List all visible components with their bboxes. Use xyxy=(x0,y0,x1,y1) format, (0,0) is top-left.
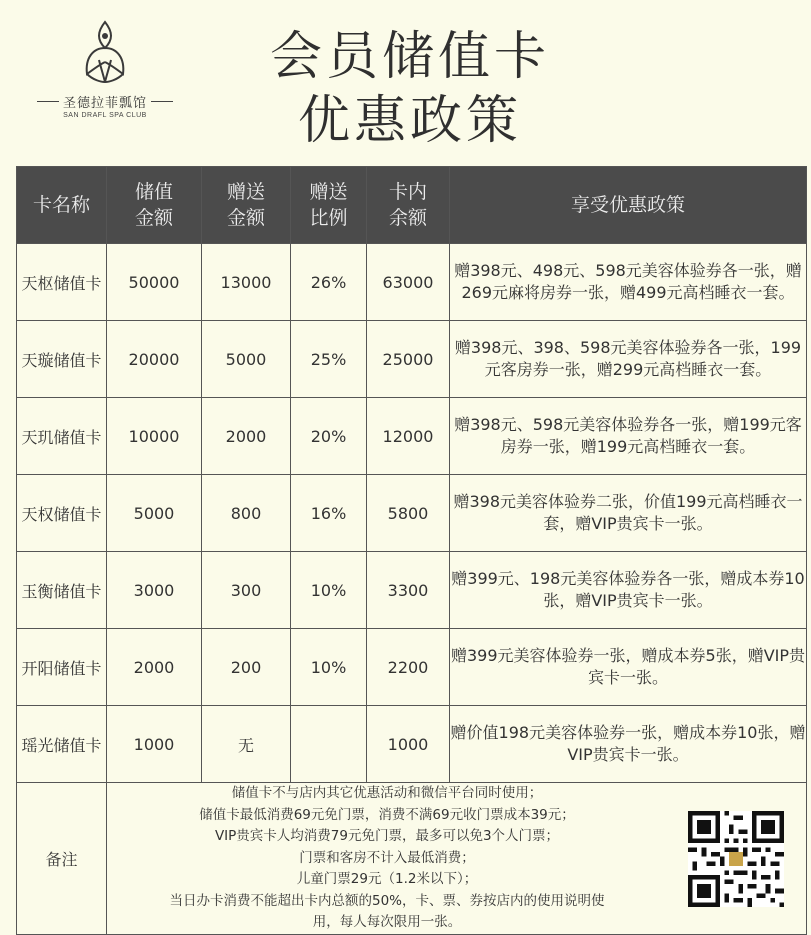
card-name: 天璇储值卡 xyxy=(17,321,107,398)
card-policy: 赠399元、198元美容体验券各一张，赠成本券10张，赠VIP贵宾卡一张。 xyxy=(450,552,807,629)
header-card-name: 卡名称 xyxy=(17,167,107,244)
club-subtitle: SAN DRAFL SPA CLUB xyxy=(63,112,147,119)
qr-code-icon xyxy=(688,811,784,907)
card-balance: 12000 xyxy=(367,398,450,475)
card-balance: 3300 xyxy=(367,552,450,629)
card-policy: 赠398元、598元美容体验券各一张，赠199元客房券一张，赠199元高档睡衣一套。 xyxy=(450,398,807,475)
remarks-text xyxy=(107,783,667,934)
card-bonus: 无 xyxy=(202,706,291,783)
card-bonus: 2000 xyxy=(202,398,291,475)
table-row xyxy=(17,398,807,475)
card-amount: 50000 xyxy=(107,244,202,321)
table-row xyxy=(17,321,807,398)
remark-line: 用，每人每次限用一张。 xyxy=(312,914,462,930)
table-row xyxy=(17,629,807,706)
card-amount: 2000 xyxy=(107,629,202,706)
card-amount: 10000 xyxy=(107,398,202,475)
remarks-body xyxy=(107,783,807,935)
remark-line: 当日办卡消费不能超出卡内总额的50%，卡、票、券按店内的使用说明使 xyxy=(169,892,605,909)
card-bonus: 800 xyxy=(202,475,291,552)
header-bonus: 赠送 金额 xyxy=(202,167,291,244)
card-name: 天玑储值卡 xyxy=(17,398,107,475)
club-logo xyxy=(30,18,180,128)
lotus-emblem-icon xyxy=(77,18,133,86)
card-amount: 1000 xyxy=(107,706,202,783)
header-policy: 享受优惠政策 xyxy=(450,167,807,244)
card-bonus: 5000 xyxy=(202,321,291,398)
card-balance: 63000 xyxy=(367,244,450,321)
page-title-line-1: 会员储值卡 xyxy=(269,27,550,87)
card-policy: 赠398元、398、598元美容体验券各一张，199元客房券一张，赠299元高档睡衣一套。 xyxy=(450,321,807,398)
card-ratio: 16% xyxy=(291,475,367,552)
card-balance: 5800 xyxy=(367,475,450,552)
card-amount: 20000 xyxy=(107,321,202,398)
remarks-row xyxy=(17,783,807,935)
header-amount: 储值 金额 xyxy=(107,167,202,244)
remark-line: VIP贵宾卡人均消费79元免门票，最多可以免3个人门票； xyxy=(214,828,560,844)
card-policy: 赠398元、498元、598元美容体验券各一张，赠269元麻将房券一张，赠499元高档睡衣一套。 xyxy=(450,244,807,321)
remark-line: 储值卡不与店内其它优惠活动和微信平台同时使用； xyxy=(231,785,543,801)
remark-line: 门票和客房不计入最低消费； xyxy=(299,849,475,866)
remark-line: 儿童门票29元（1.2米以下）； xyxy=(296,871,478,887)
card-ratio: 10% xyxy=(291,552,367,629)
header-balance: 卡内 余额 xyxy=(367,167,450,244)
card-ratio: 20% xyxy=(291,398,367,475)
remarks-label: 备注 xyxy=(17,783,107,935)
card-ratio xyxy=(291,706,367,783)
remark-line: 储值卡最低消费69元免门票，消费不满69元收门票成本39元； xyxy=(199,806,575,823)
card-name: 天枢储值卡 xyxy=(17,244,107,321)
page-title-line-2: 优惠政策 xyxy=(297,91,522,151)
card-name: 玉衡储值卡 xyxy=(17,552,107,629)
card-amount: 3000 xyxy=(107,552,202,629)
table-header-row xyxy=(17,167,807,244)
card-ratio: 10% xyxy=(291,629,367,706)
card-name: 瑶光储值卡 xyxy=(17,706,107,783)
card-policy: 赠399元美容体验券一张，赠成本券5张，赠VIP贵宾卡一张。 xyxy=(450,629,807,706)
card-policy: 赠价值198元美容体验券一张，赠成本券10张，赠VIP贵宾卡一张。 xyxy=(450,706,807,783)
card-name: 天权储值卡 xyxy=(17,475,107,552)
club-name: 圣德拉菲瓢馆 xyxy=(62,96,147,111)
card-name: 开阳储值卡 xyxy=(17,629,107,706)
card-balance: 1000 xyxy=(367,706,450,783)
stored-value-card-table xyxy=(16,166,807,935)
card-ratio: 26% xyxy=(291,244,367,321)
table-row xyxy=(17,475,807,552)
table-row xyxy=(17,552,807,629)
card-policy: 赠398元美容体验券二张，价值199元高档睡衣一套，赠VIP贵宾卡一张。 xyxy=(450,475,807,552)
header-ratio: 赠送 比例 xyxy=(291,167,367,244)
card-balance: 2200 xyxy=(367,629,450,706)
card-bonus: 200 xyxy=(202,629,291,706)
card-bonus: 300 xyxy=(202,552,291,629)
card-ratio: 25% xyxy=(291,321,367,398)
table-row xyxy=(17,706,807,783)
card-amount: 5000 xyxy=(107,475,202,552)
card-bonus: 13000 xyxy=(202,244,291,321)
card-balance: 25000 xyxy=(367,321,450,398)
table-row xyxy=(17,244,807,321)
